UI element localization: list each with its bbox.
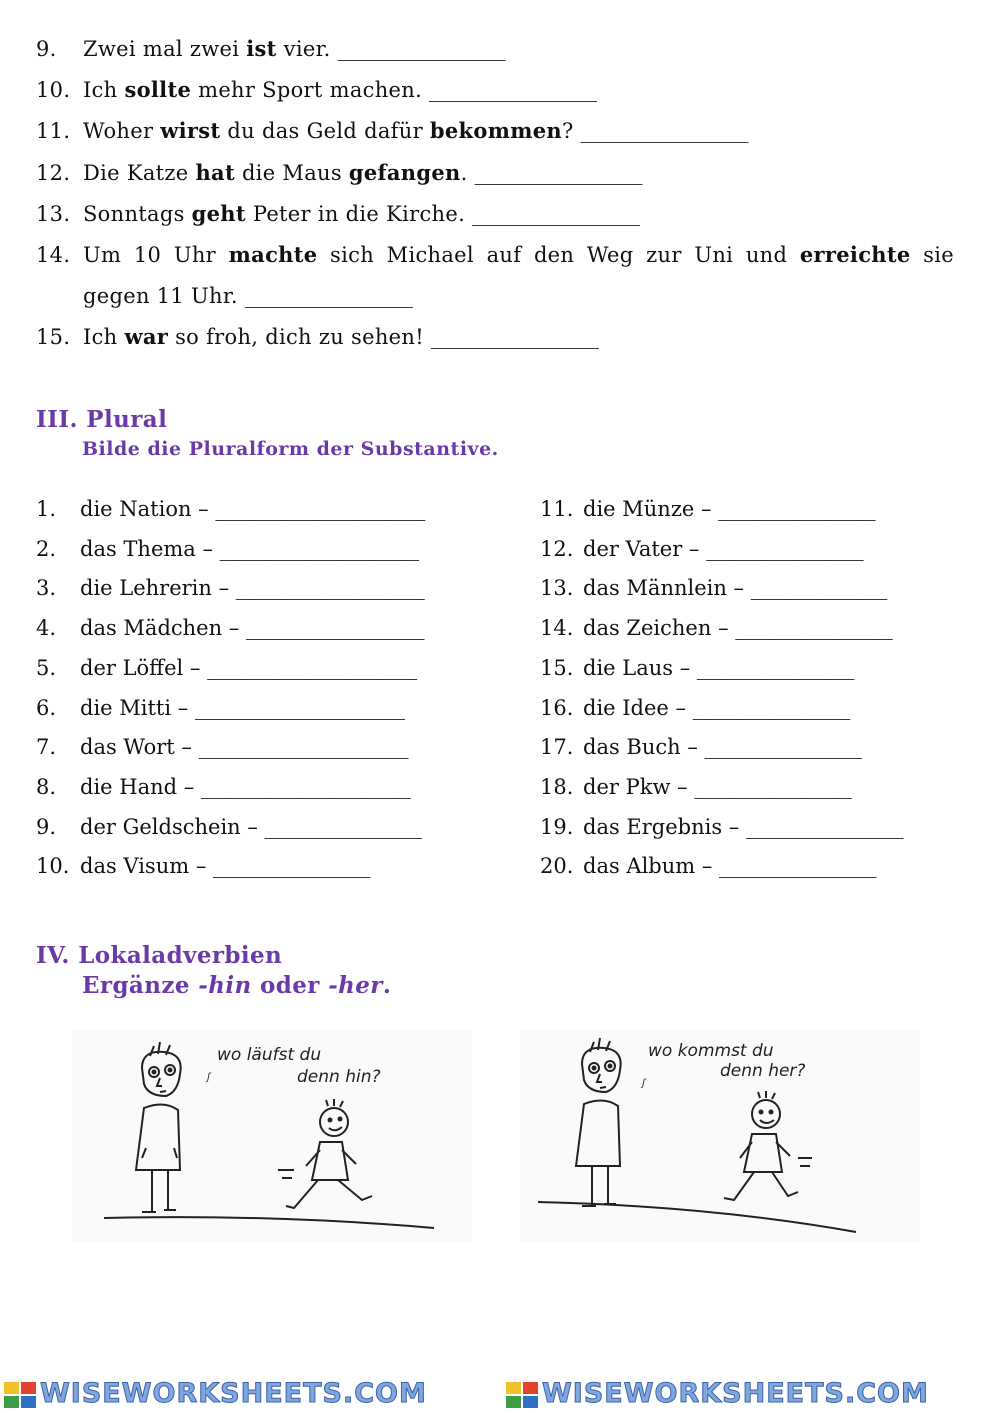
sentence-text: ? (561, 119, 581, 143)
sentence-item (36, 234, 954, 317)
footer-watermark (0, 1378, 1000, 1413)
answer-blank[interactable]: _________________ (245, 616, 425, 641)
footer-brand-text: WISEWORKSHEETS.COM (40, 1378, 427, 1409)
plural-item (36, 535, 419, 563)
wise-logo-icon (506, 1382, 538, 1408)
item-number: 4. (36, 616, 57, 641)
noun-text: die Hand – (80, 774, 201, 799)
noun-text: die Idee – (583, 695, 693, 720)
wise-logo-icon (4, 1382, 36, 1408)
answer-blank[interactable]: _______________ (264, 814, 423, 839)
item-number: 19. (540, 814, 574, 839)
section-subtitle-lokaladverbien: Ergänze -hin oder -her. (82, 972, 392, 999)
answer-blank[interactable]: ________________ (337, 37, 506, 61)
sentence-text: sie (910, 243, 954, 267)
item-number: 13. (540, 576, 574, 601)
item-number: 17. (540, 735, 574, 760)
plural-item (540, 495, 876, 523)
sentence-text: Zwei mal zwei (83, 37, 247, 61)
plural-item (36, 694, 405, 722)
answer-blank[interactable]: __________________ (235, 576, 425, 601)
noun-text: das Buch – (583, 735, 705, 760)
item-number: 20. (540, 854, 574, 879)
verb-highlight: erreichte (799, 242, 911, 267)
sentence-number: 15. (36, 325, 71, 349)
plural-item (540, 614, 893, 642)
quote-mark: ʃ (207, 1072, 211, 1083)
verb-highlight: war (124, 324, 169, 349)
sentence-text: mehr Sport machen. (191, 78, 430, 102)
plural-item (36, 773, 411, 801)
plural-item (36, 654, 417, 682)
noun-text: das Wort – (80, 735, 199, 760)
sentence-text: vier. (276, 37, 338, 61)
noun-text: die Mitti – (80, 695, 195, 720)
noun-text: der Löffel – (80, 655, 208, 680)
sentence-item (36, 152, 954, 194)
answer-blank[interactable]: _______________ (719, 854, 877, 879)
item-number: 6. (36, 695, 57, 720)
plural-item (36, 614, 424, 642)
item-number: 16. (540, 695, 574, 720)
noun-text: der Pkw – (583, 774, 695, 799)
sentence-text: Sonntags (83, 202, 192, 226)
plural-item (540, 813, 903, 841)
item-number: 10. (36, 854, 70, 879)
section-title-lokaladverbien: IV. Lokaladverbien (36, 942, 283, 969)
plural-item (36, 733, 409, 761)
noun-text: der Vater – (583, 536, 707, 561)
verb-highlight: sollte (124, 77, 192, 102)
answer-blank[interactable]: ____________________ (207, 655, 418, 680)
sentence-text: . (460, 161, 475, 185)
answer-blank[interactable]: ____________________ (194, 695, 405, 720)
answer-blank[interactable]: _______________ (718, 497, 876, 521)
noun-text: die Lehrerin – (80, 576, 236, 601)
plural-item (540, 852, 877, 880)
sentence-text: sich Michael auf den Weg zur Uni und (317, 243, 800, 267)
item-number: 18. (540, 774, 574, 799)
cartoon-where-going (72, 1030, 472, 1242)
noun-text: das Thema – (80, 536, 220, 561)
answer-blank[interactable]: _______________ (735, 616, 893, 641)
item-number: 9. (36, 814, 57, 839)
item-number: 12. (540, 536, 574, 561)
sentence-item (36, 28, 954, 70)
sentence-text: so froh, dich zu sehen! (168, 325, 431, 349)
plural-item (36, 852, 371, 880)
noun-text: das Album – (583, 854, 720, 879)
verb-highlight: geht (191, 201, 246, 226)
noun-text: das Ergebnis – (583, 814, 746, 839)
sentence-number: 14. (36, 243, 71, 267)
noun-text: die Münze – (583, 497, 719, 521)
item-number: 3. (36, 576, 57, 601)
speech-line-1: wo kommst du (648, 1041, 774, 1061)
sentence-item (36, 110, 954, 152)
answer-blank[interactable]: _______________ (745, 814, 904, 839)
speech-line-1: wo läufst du (217, 1045, 322, 1065)
section-subtitle-plural: Bilde die Pluralform der Substantive. (82, 438, 499, 460)
item-number: 7. (36, 735, 57, 760)
plural-item (540, 694, 850, 722)
verb-highlight: bekommen (429, 118, 562, 143)
noun-text: das Mädchen – (80, 616, 246, 641)
section-title-plural: III. Plural (36, 406, 168, 433)
answer-blank[interactable]: _______________ (704, 735, 863, 760)
noun-text: die Laus – (583, 655, 697, 680)
item-number: 5. (36, 655, 57, 680)
plural-item (540, 733, 862, 761)
answer-blank[interactable]: ________________ (472, 202, 641, 226)
sentence-text: gegen 11 Uhr. (83, 284, 245, 308)
answer-blank[interactable]: ____________________ (198, 735, 409, 760)
sentence-item (36, 316, 954, 358)
sentence-text: Ich (83, 78, 125, 102)
answer-blank[interactable]: ____________________ (200, 774, 411, 799)
plural-item (36, 813, 422, 841)
speech-line-2: denn hin? (297, 1067, 381, 1087)
sentence-item (36, 193, 954, 235)
item-number: 8. (36, 774, 57, 799)
verb-highlight: gefangen (348, 160, 461, 185)
verb-highlight: ist (246, 36, 277, 61)
sentence-text: Peter in die Kirche. (245, 202, 473, 226)
answer-blank[interactable]: _______________ (692, 695, 851, 720)
sentence-number: 11. (36, 119, 71, 143)
sentence-text: Woher (83, 119, 161, 143)
item-number: 1. (36, 497, 57, 521)
sentence-number: 9. (36, 37, 57, 61)
verb-highlight: wirst (160, 118, 221, 143)
sentence-text: die Maus (234, 161, 349, 185)
item-number: 11. (540, 497, 574, 521)
item-number: 15. (540, 655, 574, 680)
answer-blank[interactable]: ________________ (474, 161, 643, 185)
answer-blank[interactable]: ________________ (429, 78, 598, 102)
answer-blank[interactable]: ________________ (580, 119, 749, 143)
sentence-number: 12. (36, 161, 71, 185)
plural-item (540, 574, 887, 602)
answer-blank[interactable]: _____________ (750, 576, 888, 601)
item-number: 2. (36, 536, 57, 561)
sentence-text: Um 10 Uhr (83, 243, 229, 267)
answer-blank[interactable]: ____________________ (215, 497, 426, 521)
sentence-text: Die Katze (83, 161, 196, 185)
answer-blank[interactable]: ________________ (244, 284, 413, 308)
item-number: 14. (540, 616, 574, 641)
plural-item (540, 773, 852, 801)
quote-mark: ʃ (642, 1078, 646, 1089)
footer-brand-text: WISEWORKSHEETS.COM (542, 1378, 929, 1409)
verb-highlight: hat (195, 160, 235, 185)
answer-blank[interactable]: ___________________ (219, 536, 420, 561)
sentence-number: 10. (36, 78, 71, 102)
noun-text: das Männlein – (583, 576, 751, 601)
cartoon-where-from (520, 1030, 920, 1242)
sentence-item (36, 69, 954, 111)
sentence-text: Ich (83, 325, 125, 349)
noun-text: das Zeichen – (583, 616, 736, 641)
sentence-text: du das Geld dafür (220, 119, 430, 143)
speech-line-2: denn her? (720, 1061, 806, 1081)
answer-blank[interactable]: _______________ (696, 655, 855, 680)
plural-item (36, 495, 425, 523)
plural-item (36, 574, 425, 602)
answer-blank[interactable]: _______________ (706, 536, 864, 561)
answer-blank[interactable]: _______________ (213, 854, 371, 879)
plural-item (540, 654, 854, 682)
verb-highlight: machte (228, 242, 318, 267)
noun-text: der Geldschein – (80, 814, 265, 839)
answer-blank[interactable]: _______________ (694, 774, 852, 799)
plural-item (540, 535, 864, 563)
noun-text: das Visum – (80, 854, 213, 879)
answer-blank[interactable]: ________________ (430, 325, 599, 349)
noun-text: die Nation – (80, 497, 216, 521)
sentence-number: 13. (36, 202, 71, 226)
